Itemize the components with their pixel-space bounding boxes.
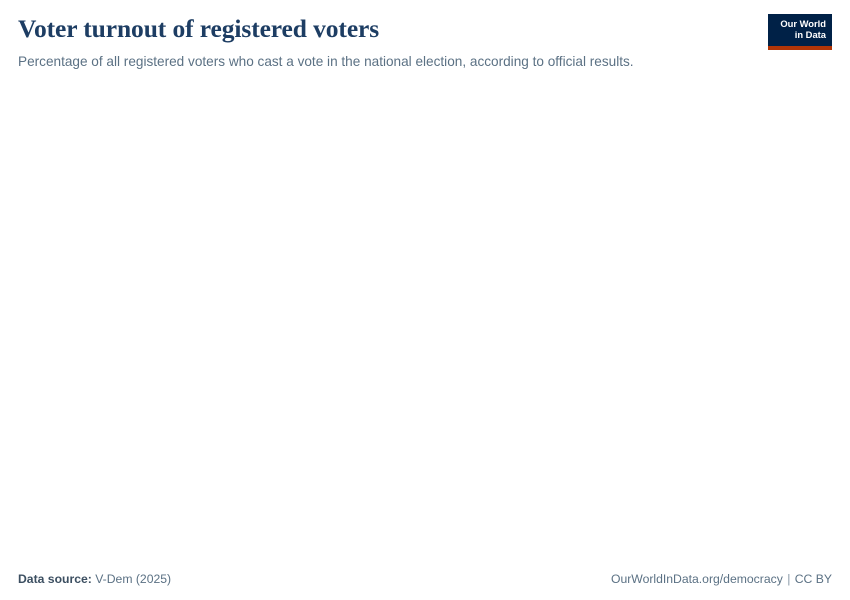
our-world-in-data-logo[interactable] bbox=[768, 14, 832, 50]
data-source bbox=[18, 572, 171, 586]
logo-line-1: Our World bbox=[780, 18, 826, 29]
footer-links bbox=[611, 572, 832, 586]
chart-canvas bbox=[18, 72, 832, 558]
data-source-label: Data source: bbox=[18, 572, 92, 586]
footer-separator: | bbox=[787, 572, 791, 586]
logo-line-2: in Data bbox=[794, 29, 826, 41]
chart-subtitle: Percentage of all registered voters who cast a vote in the national election, according to official results. bbox=[18, 54, 634, 70]
chart-header bbox=[0, 0, 850, 72]
page-title: Voter turnout of registered voters bbox=[18, 14, 380, 43]
chart-footer bbox=[18, 558, 832, 600]
license-link[interactable]: CC BY bbox=[794, 572, 832, 586]
chart-plot-area[interactable] bbox=[18, 72, 832, 558]
data-source-value: V-Dem (2025) bbox=[95, 572, 172, 586]
site-link[interactable]: OurWorldInData.org/democracy bbox=[610, 572, 783, 586]
